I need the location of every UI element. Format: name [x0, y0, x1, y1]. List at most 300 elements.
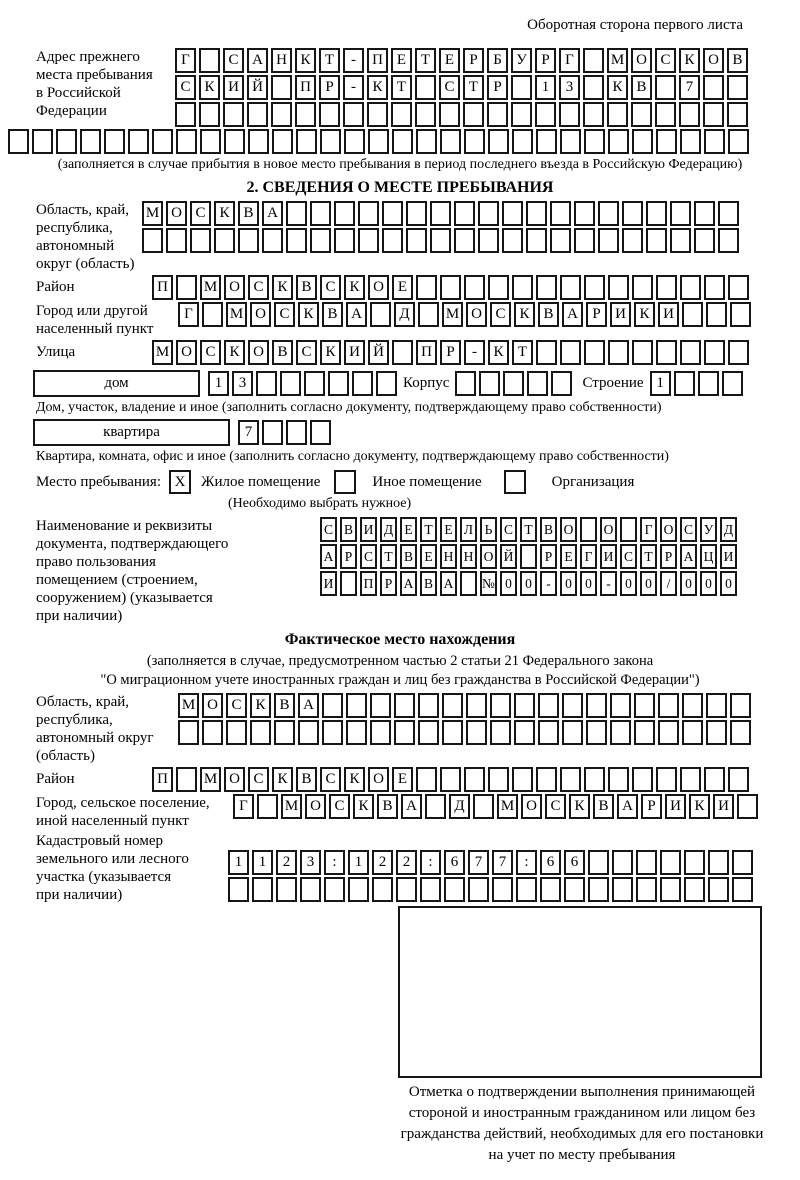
checkbox-zhiloe: X [169, 470, 191, 494]
char-cell [682, 720, 703, 745]
char-cell [272, 129, 293, 154]
char-cell: Е [439, 48, 460, 73]
char-cell [322, 693, 343, 718]
char-cell [425, 794, 446, 819]
char-cell: 6 [564, 850, 585, 875]
char-cell: С [175, 75, 196, 100]
char-cell [440, 767, 461, 792]
char-cell [583, 102, 604, 127]
char-cell: С [500, 517, 517, 542]
char-cell [190, 228, 211, 253]
char-cell: Р [535, 48, 556, 73]
char-cell [238, 228, 259, 253]
char-cell: Е [440, 517, 457, 542]
char-cell [730, 302, 751, 327]
char-cell: И [223, 75, 244, 100]
char-cell: М [497, 794, 518, 819]
char-cell [442, 693, 463, 718]
char-cell: - [343, 48, 364, 73]
char-cell [718, 228, 739, 253]
char-cell: Р [586, 302, 607, 327]
char-cell [488, 767, 509, 792]
char-cell [622, 228, 643, 253]
char-cell: Н [271, 48, 292, 73]
char-cell [178, 720, 199, 745]
char-cell: О [480, 544, 497, 569]
char-cell [660, 877, 681, 902]
char-cell: К [199, 75, 220, 100]
char-cell [274, 720, 295, 745]
char-cell: Т [463, 75, 484, 100]
char-cell [322, 720, 343, 745]
char-cell: К [514, 302, 535, 327]
char-cell [430, 201, 451, 226]
char-cell: К [320, 340, 341, 365]
char-cell: В [420, 571, 437, 596]
char-cell [588, 877, 609, 902]
char-cell: № [480, 571, 497, 596]
char-cell: Б [487, 48, 508, 73]
char-cell: Н [460, 544, 477, 569]
char-cell [584, 767, 605, 792]
char-cell [580, 517, 597, 542]
char-cell: А [298, 693, 319, 718]
char-cell: Е [420, 544, 437, 569]
char-cell [512, 767, 533, 792]
char-cell: А [400, 571, 417, 596]
label-line: места пребывания [36, 67, 153, 83]
char-cell: 3 [300, 850, 321, 875]
char-cell: М [226, 302, 247, 327]
char-cell: 7 [679, 75, 700, 100]
label-line: республика, [36, 712, 113, 728]
char-cell: В [540, 517, 557, 542]
char-cell [473, 794, 494, 819]
char-cell [560, 275, 581, 300]
char-cell: Д [380, 517, 397, 542]
ulitsa-field [36, 340, 800, 365]
char-cell: Й [500, 544, 517, 569]
char-cell [727, 75, 748, 100]
char-cell [271, 75, 292, 100]
char-cell [454, 228, 475, 253]
char-cell: 0 [560, 571, 577, 596]
char-cell: О [248, 340, 269, 365]
char-cell: Е [400, 517, 417, 542]
char-cell: И [344, 340, 365, 365]
char-cell [376, 371, 397, 396]
char-cell: Т [319, 48, 340, 73]
char-cell [682, 693, 703, 718]
char-cell [574, 228, 595, 253]
label-line: при наличии) [36, 887, 123, 903]
option-org-label: Организация [551, 474, 635, 490]
char-cell: О [176, 340, 197, 365]
char-cell: О [250, 302, 271, 327]
char-cell [262, 420, 283, 445]
char-cell: Р [440, 340, 461, 365]
char-cell [257, 794, 278, 819]
label-line: участка (указывается [36, 869, 172, 885]
char-cell [296, 129, 317, 154]
char-cell [583, 48, 604, 73]
char-cell [674, 371, 695, 396]
label-line: Федерации [36, 103, 107, 119]
char-cell: Е [392, 767, 413, 792]
label-line: "О миграционном учете иностранных граждан и лиц без гражданства в Российской Федерации") [100, 672, 700, 688]
char-cell [728, 340, 749, 365]
char-cell [511, 102, 532, 127]
char-cell [656, 129, 677, 154]
char-cell [415, 75, 436, 100]
char-cell: Р [641, 794, 662, 819]
char-cell [727, 102, 748, 127]
char-cell: 2 [372, 850, 393, 875]
char-cell: О [368, 275, 389, 300]
char-cell [559, 102, 580, 127]
char-cell: 3 [232, 371, 253, 396]
char-cell [562, 693, 583, 718]
char-cell: Р [380, 571, 397, 596]
char-cell: В [340, 517, 357, 542]
char-cell: 0 [640, 571, 657, 596]
label-line: Область, край, [36, 202, 130, 218]
document-cell-rows [320, 517, 737, 596]
char-cell [464, 129, 485, 154]
char-cell [394, 720, 415, 745]
char-cell: И [360, 517, 377, 542]
char-cell [334, 228, 355, 253]
char-cell [680, 275, 701, 300]
char-cell [358, 228, 379, 253]
kvartira-caption: Квартира, комната, офис и иное (заполнить согласно документу, подтверждающему право собственности) [36, 449, 669, 464]
prev-address-label [36, 48, 175, 120]
char-cell: В [322, 302, 343, 327]
char-cell: Т [520, 517, 537, 542]
char-cell [176, 767, 197, 792]
fact-oblast-label [36, 693, 178, 765]
char-cell [416, 129, 437, 154]
char-cell [511, 75, 532, 100]
char-cell [698, 371, 719, 396]
char-cell: С [329, 794, 350, 819]
char-cell [300, 877, 321, 902]
char-cell [319, 102, 340, 127]
char-cell: С [439, 75, 460, 100]
char-cell [526, 228, 547, 253]
char-cell [310, 228, 331, 253]
char-cell [680, 767, 701, 792]
fact-oblast-cell-rows [178, 693, 751, 745]
char-cell [732, 877, 753, 902]
char-cell: Г [178, 302, 199, 327]
label-line: помещением (строением, [36, 572, 198, 588]
char-cell: Р [487, 75, 508, 100]
char-cell [512, 129, 533, 154]
char-cell [440, 275, 461, 300]
label-line: право пользования [36, 554, 156, 570]
fact-gorod-row [233, 794, 758, 819]
char-cell: О [631, 48, 652, 73]
char-cell: 1 [228, 850, 249, 875]
char-cell: П [295, 75, 316, 100]
char-cell: О [166, 201, 187, 226]
char-cell [200, 129, 221, 154]
char-cell [527, 371, 548, 396]
char-cell: А [440, 571, 457, 596]
char-cell: Т [512, 340, 533, 365]
fact-gorod-field [36, 794, 800, 830]
char-cell: / [660, 571, 677, 596]
raion-field [36, 275, 800, 300]
document-field [36, 517, 800, 625]
char-cell [439, 102, 460, 127]
char-cell: - [600, 571, 617, 596]
char-cell [199, 102, 220, 127]
raion-label: Район [36, 279, 75, 295]
char-cell [608, 340, 629, 365]
char-cell: В [538, 302, 559, 327]
char-cell: Р [463, 48, 484, 73]
char-cell [656, 767, 677, 792]
char-cell [684, 877, 705, 902]
char-cell: М [607, 48, 628, 73]
char-cell: О [521, 794, 542, 819]
ulitsa-row [152, 340, 749, 365]
char-cell [214, 228, 235, 253]
char-cell [583, 75, 604, 100]
char-cell: С [223, 48, 244, 73]
char-cell: А [320, 544, 337, 569]
char-cell: 0 [580, 571, 597, 596]
char-cell [646, 201, 667, 226]
char-cell: Р [660, 544, 677, 569]
label-line: (заполняется в случае, предусмотренном частью 2 статьи 21 Федерального закона [146, 653, 654, 669]
char-cell: С [680, 517, 697, 542]
option-inoe-label: Иное помещение [372, 474, 482, 490]
mesto-prebyvaniya-field [36, 470, 800, 494]
char-cell: Н [440, 544, 457, 569]
char-cell [718, 201, 739, 226]
fact-raion-field [36, 767, 800, 792]
char-cell: О [703, 48, 724, 73]
kvartira-cells [238, 420, 331, 445]
document-row-1 [320, 517, 737, 542]
char-cell: 2 [396, 850, 417, 875]
char-cell: К [488, 340, 509, 365]
char-cell [636, 877, 657, 902]
char-cell: В [400, 544, 417, 569]
char-cell [560, 340, 581, 365]
char-cell [320, 129, 341, 154]
char-cell: М [152, 340, 173, 365]
char-cell [703, 75, 724, 100]
char-cell: 0 [500, 571, 517, 596]
char-cell [706, 693, 727, 718]
char-cell [276, 877, 297, 902]
char-cell [634, 693, 655, 718]
char-cell: С [248, 275, 269, 300]
oblast-label [36, 201, 142, 273]
char-cell: В [272, 340, 293, 365]
label-line: округ (область) [36, 256, 135, 272]
char-cell [562, 720, 583, 745]
char-cell [706, 302, 727, 327]
oblast-cell-rows [142, 201, 739, 253]
char-cell [636, 850, 657, 875]
label-line: Город, сельское поселение, [36, 795, 210, 811]
page-side-note: Оборотная сторона первого листа [527, 17, 743, 33]
char-cell: С [274, 302, 295, 327]
char-cell [286, 201, 307, 226]
char-cell [415, 102, 436, 127]
char-cell: К [250, 693, 271, 718]
char-cell [608, 275, 629, 300]
char-cell: П [416, 340, 437, 365]
char-cell [492, 877, 513, 902]
char-cell [540, 877, 561, 902]
char-cell [502, 201, 523, 226]
fact-oblast-field [36, 693, 800, 765]
char-cell [406, 201, 427, 226]
char-cell [487, 102, 508, 127]
char-cell: 0 [620, 571, 637, 596]
char-cell: 6 [540, 850, 561, 875]
char-cell [502, 228, 523, 253]
dom-cells [208, 371, 397, 396]
char-cell: 1 [208, 371, 229, 396]
char-cell [479, 371, 500, 396]
char-cell [560, 767, 581, 792]
char-cell: С [226, 693, 247, 718]
char-cell: 0 [680, 571, 697, 596]
char-cell: У [700, 517, 717, 542]
char-cell [226, 720, 247, 745]
char-cell [490, 720, 511, 745]
char-cell: К [353, 794, 374, 819]
char-cell: 1 [650, 371, 671, 396]
char-cell [478, 201, 499, 226]
char-cell [516, 877, 537, 902]
label-line: документа, подтверждающего [36, 536, 229, 552]
char-cell [612, 850, 633, 875]
char-cell [466, 693, 487, 718]
char-cell [586, 720, 607, 745]
label-line: Адрес прежнего [36, 49, 140, 65]
char-cell: : [324, 850, 345, 875]
korpus-label: Корпус [403, 375, 450, 391]
char-cell [418, 693, 439, 718]
gorod-label [36, 302, 178, 338]
char-cell: Т [420, 517, 437, 542]
char-cell: С [320, 767, 341, 792]
char-cell: В [296, 275, 317, 300]
char-cell: С [320, 275, 341, 300]
char-cell: Г [640, 517, 657, 542]
char-cell [512, 275, 533, 300]
char-cell [440, 129, 461, 154]
char-cell [372, 877, 393, 902]
char-cell: К [569, 794, 590, 819]
char-cell [536, 767, 557, 792]
label-line: Город или другой [36, 303, 148, 319]
char-cell [176, 129, 197, 154]
char-cell: С [296, 340, 317, 365]
char-cell [175, 102, 196, 127]
section2-title: 2. СВЕДЕНИЯ О МЕСТЕ ПРЕБЫВАНИЯ [246, 179, 554, 196]
char-cell: М [200, 767, 221, 792]
char-cell [166, 228, 187, 253]
prev-address-row-3 [175, 102, 748, 127]
char-cell: - [540, 571, 557, 596]
char-cell [454, 201, 475, 226]
char-cell [286, 228, 307, 253]
char-cell [584, 340, 605, 365]
char-cell: И [665, 794, 686, 819]
char-cell [248, 129, 269, 154]
char-cell: В [377, 794, 398, 819]
char-cell [418, 302, 439, 327]
char-cell: 7 [468, 850, 489, 875]
char-cell: - [464, 340, 485, 365]
char-cell [658, 720, 679, 745]
char-cell [694, 228, 715, 253]
fact-gorod-label [36, 794, 233, 830]
char-cell: У [511, 48, 532, 73]
char-cell [340, 571, 357, 596]
char-cell: 2 [276, 850, 297, 875]
dom-field [33, 370, 800, 397]
char-cell: Г [233, 794, 254, 819]
char-cell [632, 767, 653, 792]
char-cell [295, 102, 316, 127]
char-cell [503, 371, 524, 396]
char-cell [8, 129, 29, 154]
char-cell [460, 571, 477, 596]
label-line: автономный округ [36, 730, 154, 746]
char-cell [730, 720, 751, 745]
char-cell [464, 275, 485, 300]
char-cell: О [305, 794, 326, 819]
char-cell [32, 129, 53, 154]
char-cell [728, 129, 749, 154]
char-cell: Г [580, 544, 597, 569]
fact-caption [0, 652, 800, 690]
char-cell [250, 720, 271, 745]
char-cell [310, 201, 331, 226]
char-cell [430, 228, 451, 253]
char-cell: 7 [238, 420, 259, 445]
char-cell: Т [415, 48, 436, 73]
char-cell [104, 129, 125, 154]
label-line: в Российской [36, 85, 121, 101]
label-line: при наличии) [36, 608, 123, 624]
char-cell [564, 877, 585, 902]
char-cell [463, 102, 484, 127]
char-cell [598, 201, 619, 226]
char-cell [370, 302, 391, 327]
char-cell [728, 275, 749, 300]
char-cell [348, 877, 369, 902]
label-line: иной населенный пункт [36, 813, 189, 829]
char-cell [704, 129, 725, 154]
char-cell: - [343, 75, 364, 100]
char-cell [368, 129, 389, 154]
char-cell [328, 371, 349, 396]
char-cell [694, 201, 715, 226]
char-cell: И [713, 794, 734, 819]
char-cell [682, 302, 703, 327]
